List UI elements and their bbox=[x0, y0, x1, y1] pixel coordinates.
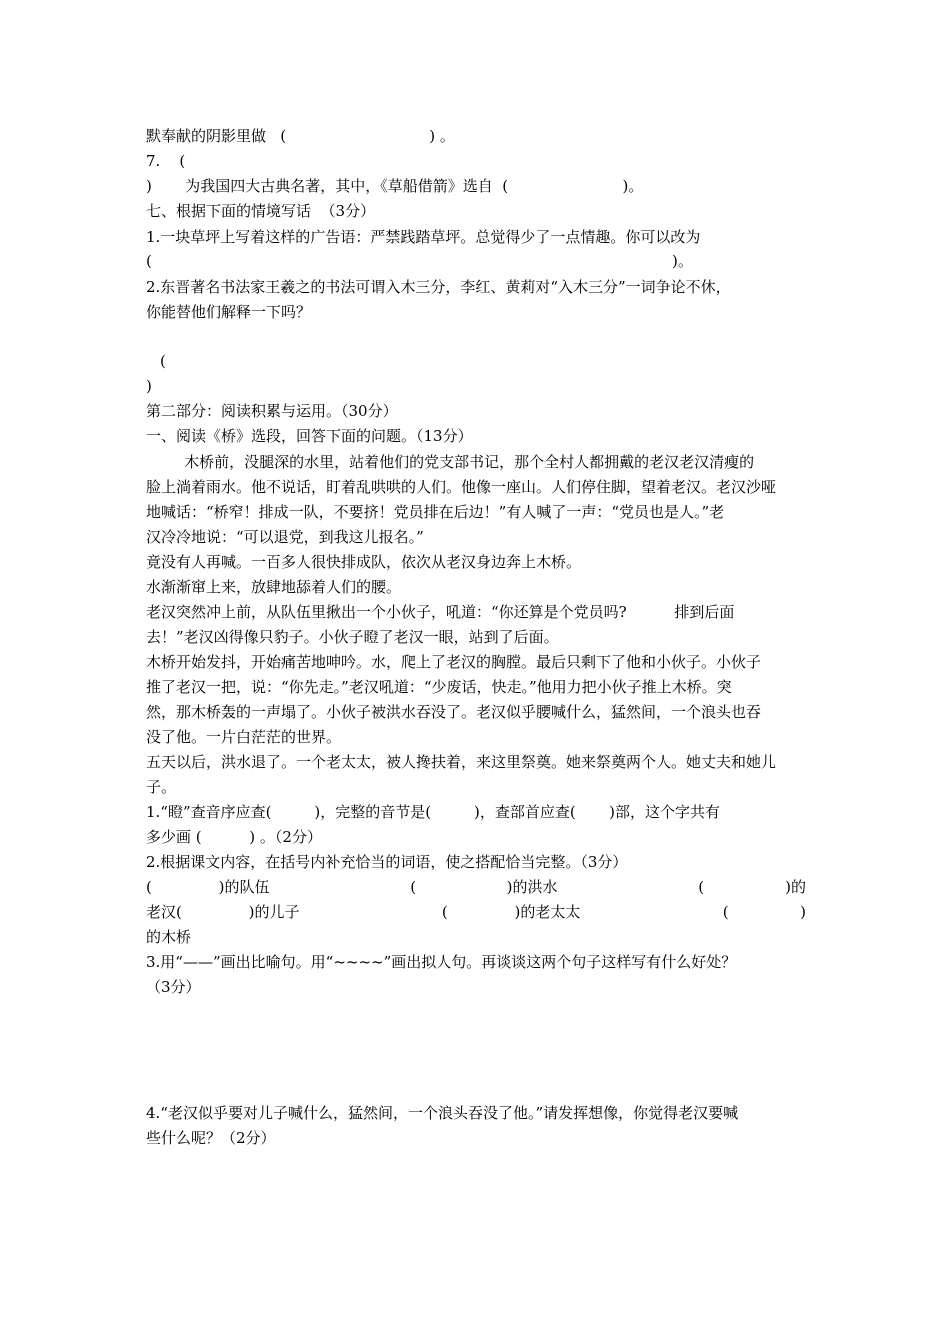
collocation-blank: ( )的老太太 bbox=[441, 903, 581, 921]
collocation-blank: ( )的队伍 bbox=[146, 878, 270, 896]
reading-section-1-title: 一、阅读《桥》选段，回答下面的问题。（13分） bbox=[146, 427, 473, 445]
answer-close-paren: ) bbox=[146, 377, 152, 395]
answer-open-paren: ( bbox=[160, 352, 166, 370]
question-7-text: ) 为我国四大古典名著，其中，《草船借箭》选自 ( )。 bbox=[146, 177, 644, 195]
answer-open-paren: ( bbox=[146, 252, 152, 270]
passage-line: 推了老汉一把，说：“你先走。”老汉吼道：“少废话，快走。”他用力把小伙子推上木桥。突 bbox=[146, 678, 732, 696]
collocation-blank: 老汉( )的儿子 bbox=[146, 903, 300, 921]
question-7-number: 7. ( bbox=[146, 152, 186, 170]
reading-question-3-points: （3分） bbox=[146, 978, 201, 996]
reading-question-1-cont: 多少画 ( ) 。（2分） bbox=[146, 828, 322, 846]
reading-question-4-cont: 些什么呢？（2分） bbox=[146, 1129, 276, 1147]
collocation-row-1 bbox=[146, 877, 806, 897]
passage-line: 老汉突然冲上前，从队伍里揪出一个小伙子，吼道：“你还算是个党员吗? 排到后面 bbox=[146, 603, 735, 621]
writing-question-2: 2.东晋著名书法家王羲之的书法可谓入木三分，李红、黄莉对“入木三分”一词争论不休， bbox=[146, 278, 731, 296]
passage-line: 去！”老汉凶得像只豹子。小伙子瞪了老汉一眼，站到了后面。 bbox=[146, 628, 559, 646]
collocation-row-2 bbox=[146, 902, 806, 922]
passage-line: 木桥开始发抖，开始痛苦地呻吟。水，爬上了老汉的胸膛。最后只剩下了他和小伙子。小伙子 bbox=[146, 653, 762, 671]
reading-question-1: 1.“瞪”查音序应查( )，完整的音节是( )，查部首应查( )部，这个字共有 bbox=[146, 803, 720, 821]
reading-question-3: 3.用“——”画出比喻句。用“~~~~”画出拟人句。再谈谈这两个句子这样写有什么好处？ bbox=[146, 953, 737, 971]
passage-line: 汉冷冷地说：“可以退党，到我这儿报名。” bbox=[146, 528, 424, 546]
passage-line: 水渐渐窜上来，放肆地舔着人们的腰。 bbox=[146, 578, 402, 596]
reading-question-4: 4.“老汉似乎要对儿子喊什么，猛然间，一个浪头吞没了他。”请发挥想像，你觉得老汉要喊 bbox=[146, 1104, 739, 1122]
passage-line: 五天以后，洪水退了。一个老太太，被人搀扶着，来这里祭奠。她来祭奠两个人。她丈夫和她儿 bbox=[146, 753, 777, 771]
section-7-title: 七、根据下面的情境写话 （3分） bbox=[146, 202, 376, 220]
reading-question-2: 2.根据课文内容，在括号内补充恰当的词语，使之搭配恰当完整。（3分） bbox=[146, 853, 628, 871]
writing-question-1: 1.一块草坪上写着这样的广告语：严禁践踏草坪。总觉得少了一点情趣。你可以改为 bbox=[146, 228, 701, 246]
part-2-title: 第二部分：阅读积累与运用。（30分） bbox=[146, 402, 398, 420]
writing-question-2-cont: 你能替他们解释一下吗？ bbox=[146, 303, 312, 321]
passage-line: 木桥前，没腿深的水里，站着他们的党支部书记，那个全村人都拥戴的老汉老汉清瘦的 bbox=[146, 453, 755, 471]
answer-close-paren: )。 bbox=[672, 252, 693, 270]
passage-line: 没了他。一片白茫茫的世界。 bbox=[146, 728, 342, 746]
passage-line: 子。 bbox=[146, 778, 177, 796]
fill-in-line-dedication: 默奉献的阴影里做 ( ) 。 bbox=[146, 127, 455, 145]
collocation-blank: ( )的洪水 bbox=[410, 878, 558, 896]
passage-line: 地喊话：“桥窄！排成一队，不要挤！党员排在后边！”有人喊了一声：“党员也是人。”老 bbox=[146, 503, 725, 521]
collocation-row-3: 的木桥 bbox=[146, 928, 192, 946]
passage-line: 然，那木桥轰的一声塌了。小伙子被洪水吞没了。老汉似乎腰喊什么，猛然间，一个浪头也吞 bbox=[146, 703, 762, 721]
collocation-blank: ( ) bbox=[722, 903, 806, 921]
passage-line: 脸上淌着雨水。他不说话，盯着乱哄哄的人们。他像一座山。人们停住脚，望着老汉。老汉沙哑 bbox=[146, 478, 777, 496]
passage-line: 竟没有人再喊。一百多人很快排成队，依次从老汉身边奔上木桥。 bbox=[146, 553, 582, 571]
collocation-blank: ( )的 bbox=[698, 878, 806, 896]
